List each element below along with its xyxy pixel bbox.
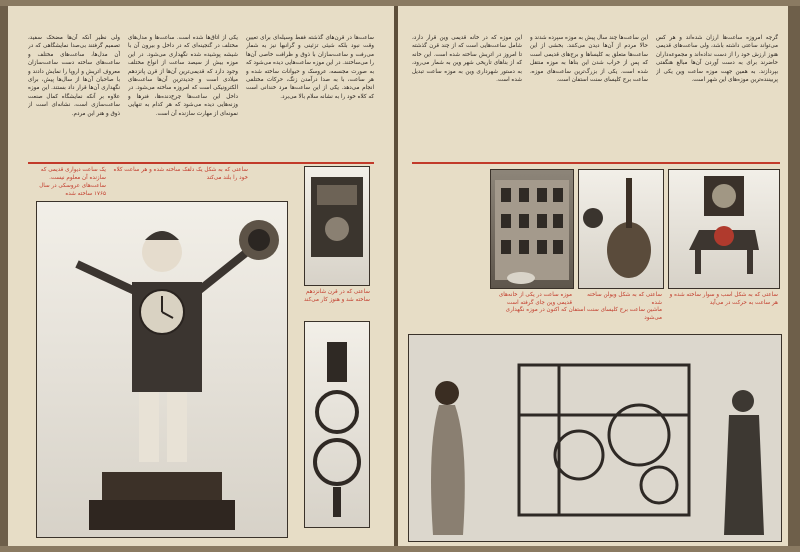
museum-building-photo <box>490 169 574 289</box>
right-column-3: گرچه امروزه ساعت‌ها ارزان شده‌اند و هر کس می‌تواند ساعتی داشته باشد، ولی ساعت‌های قدیمی هنوز ارزش خود را از دست نداده‌اند و مجموعه‌داران حاضرند برای به دست آوردن آن‌ها مبالغ هنگفتی بپردازند. به همین جهت موزه ساعت وین یکی از پربیننده‌ترین موزه‌های این شهر است. <box>656 35 778 84</box>
left-column-2: یکی از اتاق‌ها شده است. ساعت‌ها و مدل‌های مختلف در گنجینه‌ای که در داخل و بیرون آن با شیشه پوشیده شده نگهداری می‌شود. در این موزه بیش از سیصد ساعت از انواع مختلف وجود دارد که قدیمی‌ترین آن‌ها از قرن پانزدهم میلادی است و جدیدترین آن‌ها ساعت‌های الکترونیکی است که امروزه ساخته می‌شود. در داخل این ساعت‌ها چرخ‌دنده‌ها، فنرها و وزنه‌هایی دیده می‌شود که هر کدام به تنهایی نمونه‌ای از مهارت سازنده آن است. <box>128 35 238 117</box>
caption-small: ساعتی که در قرن شانزدهم ساخته شد و هنوز کار می‌کند <box>304 289 370 303</box>
right-page-edge <box>788 6 800 546</box>
clown-clock-photo <box>36 201 288 538</box>
red-divider-left <box>28 162 374 164</box>
gear-clock-photo <box>304 321 370 528</box>
left-column-3: ساعت‌ها در قرن‌های گذشته فقط وسیله‌ای برای تعیین وقت نبود بلکه شیئی تزئینی و گرانبها نیز به شمار می‌رفت و ساعت‌سازان با ذوق و ظرافت خاصی آن‌ها را می‌ساختند. در این موزه ساعت‌هایی دیده می‌شود که به صورت مجسمه، عروسک و حیوانات ساخته شده و هر ساعت، با به صدا درآمدن زنگ، حرکات مختلفی انجام می‌دهد. یکی از این ساعت‌ها مرد خندانی است که کلاه خود را به نشانه سلام بالا می‌برد. <box>246 35 374 100</box>
caption-machine: ماشین ساعت برج کلیسای سنت استفان که اکنون در موزه نگهداری می‌شود <box>505 307 662 321</box>
magazine-spread <box>8 6 792 546</box>
left-column-1: ولی نظیر آنکه آن‌ها مضحک سفید، تصمیم گرفتند بی‌صدا نمایشگاهی که در آن مدل‌ها، ساعت‌های مختلف و ساعت‌های ساخته دست ساعت‌سازان معروف اتریش و اروپا را نمایش دادند و با صاحبان آن‌ها از سال‌ها پیش، برای نگهداری آن‌ها قرار داد بستند. این موزه علاوه بر آنکه نمایشگاه کمال صنعت ساعت‌سازی است، نشانه‌ای است از ذوق و هنر این مردم. <box>28 35 120 117</box>
caption-horse: ساعتی که به شکل اسب و سوار ساخته شده و هر ساعت به حرکت در می‌آید <box>669 292 778 306</box>
right-column-2: این ساعت‌ها چند سال پیش به موزه سپرده شدند و حالا مردم از آن‌ها دیدن می‌کنند. بخشی از این ساعت‌ها متعلق به کلیساها و برج‌های قدیمی است که پس از خراب شدن این بناها به موزه منتقل شده است. یکی از بزرگ‌ترین ساعت‌های موزه، ساعت برج کلیسای سنت استفان است. <box>530 35 648 84</box>
wall-clock-photo <box>304 166 370 286</box>
horse-clock-photo <box>668 169 780 289</box>
caption-mid: یک ساعت دیواری قدیمی که سازنده آن معلوم نیست. ساعت‌های عروسکی در سال ۱۷۶۵ ساخته شده <box>39 167 106 196</box>
right-column-1: این موزه که در خانه قدیمی وین قرار دارد، شامل ساعت‌هایی است که از چند قرن گذشته تا امروز در اتریش ساخته شده است. این خانه که از بناهای تاریخی شهر وین به شمار می‌رود، به دستور شهرداری وین به موزه ساعت تبدیل شده است. <box>412 35 522 84</box>
caption-violin: ساعتی که به شکل ویولن ساخته شده <box>587 292 662 306</box>
caption-building: موزه ساعت در یکی از خانه‌های قدیمی وین جای گرفته است <box>498 292 572 306</box>
clown-clock-illustration <box>37 202 287 537</box>
right-page <box>398 6 792 546</box>
caption-top: ساعتی که به شکل یک دلقک ساخته شده و هر ساعت کلاه خود را بلند می‌کند <box>113 167 248 181</box>
left-page <box>8 6 394 546</box>
violin-clock-photo <box>578 169 664 289</box>
red-divider-right <box>412 162 780 164</box>
tower-clock-machine-photo <box>408 334 782 542</box>
